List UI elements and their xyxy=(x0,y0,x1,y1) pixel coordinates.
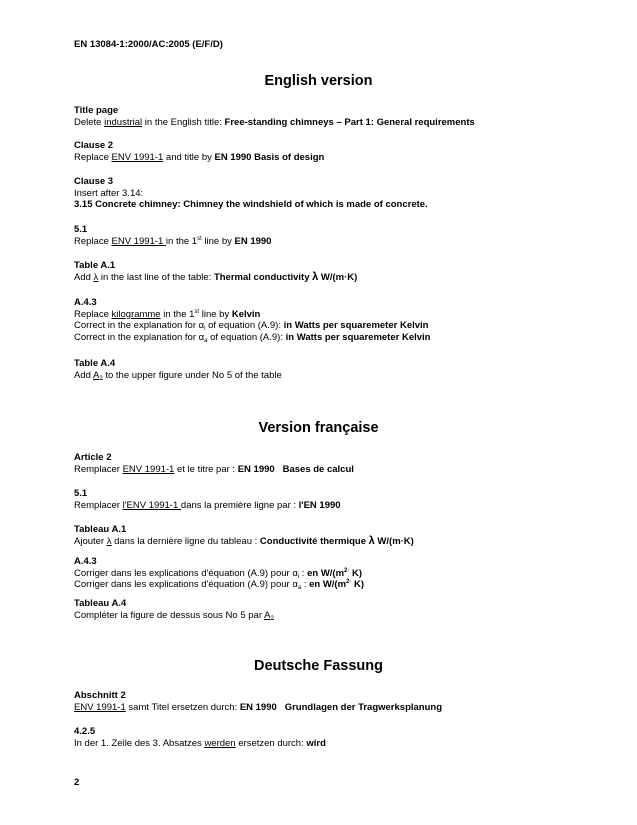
section-title: Clause 3 xyxy=(74,176,114,187)
fr-a-4-3-section xyxy=(74,556,574,591)
french-heading: Version française xyxy=(258,420,379,436)
page-number: 2 xyxy=(74,777,80,788)
document-id: EN 13084-1:2000/AC:2005 (E/F/D) xyxy=(74,39,223,50)
en-table-a1-section xyxy=(74,260,574,283)
section-text: Replace ENV 1991-1 in the 1st line by EN 1990 xyxy=(74,235,272,247)
section-title: Article 2 xyxy=(74,452,112,463)
en-clause-3-section xyxy=(74,176,574,211)
section-text: Corriger dans les explications d'équation (A.9) pour $\alpha_i$ : en $W/(m^{2\cdot}$ K) xyxy=(74,567,363,580)
section-text: Correct in the explanation for $\alpha_a$ of equation (A.9): in Watts per squaremeter Kelvin xyxy=(74,331,431,344)
section-text: Compléter la figure de dessus sous No 5 par $A_2$ xyxy=(74,609,274,622)
de-abschnitt-2-section xyxy=(74,690,574,713)
fr-5-1-section xyxy=(74,488,574,511)
section-text: Replace kilogramme in the 1st line by Kelvin xyxy=(74,308,261,320)
fr-tableau-a1-section xyxy=(74,524,574,547)
section-title: 5.1 xyxy=(74,488,88,499)
section-title: 4.2.5 xyxy=(74,726,96,737)
section-text: Add $A_2$ to the upper figure under No 5 of the table xyxy=(74,369,282,382)
section-text: Correct in the explanation for $\alpha_i$ of equation (A.9): in Watts per squaremeter Kelvin xyxy=(74,320,429,332)
section-title: Tableau A.4 xyxy=(74,598,127,609)
german-heading: Deutsche Fassung xyxy=(254,658,383,674)
english-heading: English version xyxy=(264,73,373,89)
section-title: 5.1 xyxy=(74,224,88,235)
section-title: Table A.1 xyxy=(74,260,116,271)
section-text: Remplacer ENV 1991-1 et le titre par : EN 1990 Bases de calcul xyxy=(74,463,354,475)
section-text: 3.15 Concrete chimney: Chimney the windshield of which is made of concrete. xyxy=(74,199,428,210)
section-text: In der 1. Zeile des 3. Absatzes werden ersetzen durch: wird xyxy=(74,737,326,749)
section-text: Remplacer l'ENV 1991-1 dans la première ligne par : l'EN 1990 xyxy=(74,499,341,511)
section-text: Delete industrial in the English title: Free-standing chimneys – Part 1: General requirements xyxy=(74,116,475,128)
section-title: Table A.4 xyxy=(74,358,116,369)
section-title: Title page xyxy=(74,105,119,116)
de-4-2-5-section xyxy=(74,726,574,749)
fr-tableau-a4-section xyxy=(74,598,574,621)
section-text: Replace ENV 1991-1 and title by EN 1990 Basis of design xyxy=(74,151,325,163)
section-text: ENV 1991-1 samt Titel ersetzen durch: EN 1990 Grundlagen der Tragwerksplanung xyxy=(74,701,443,713)
section-title: Abschnitt 2 xyxy=(74,690,126,701)
fr-article-2-section xyxy=(74,452,574,475)
section-text: Corriger dans les explications d'équation (A.9) pour $\alpha_a$ : en $W/(m^{2\cdot}$ K) xyxy=(74,579,365,591)
section-title: A.4.3 xyxy=(74,556,97,567)
section-title: A.4.3 xyxy=(74,297,97,308)
en-title-page-section xyxy=(74,105,574,128)
section-title: Tableau A.1 xyxy=(74,524,127,535)
section-text: Insert after 3.14: xyxy=(74,187,144,199)
en-a-4-3-section xyxy=(74,297,574,343)
section-title: Clause 2 xyxy=(74,140,114,151)
en-clause-2-section xyxy=(74,140,574,163)
section-text: Ajouter λ dans la dernière ligne du tableau : Conductivité thermique λ W/(m·K) xyxy=(74,534,414,547)
section-text: Add λ in the last line of the table: Thermal conductivity λ W/(m·K) xyxy=(74,270,358,283)
en-table-a4-section xyxy=(74,358,574,381)
en-5-1-section xyxy=(74,224,574,247)
